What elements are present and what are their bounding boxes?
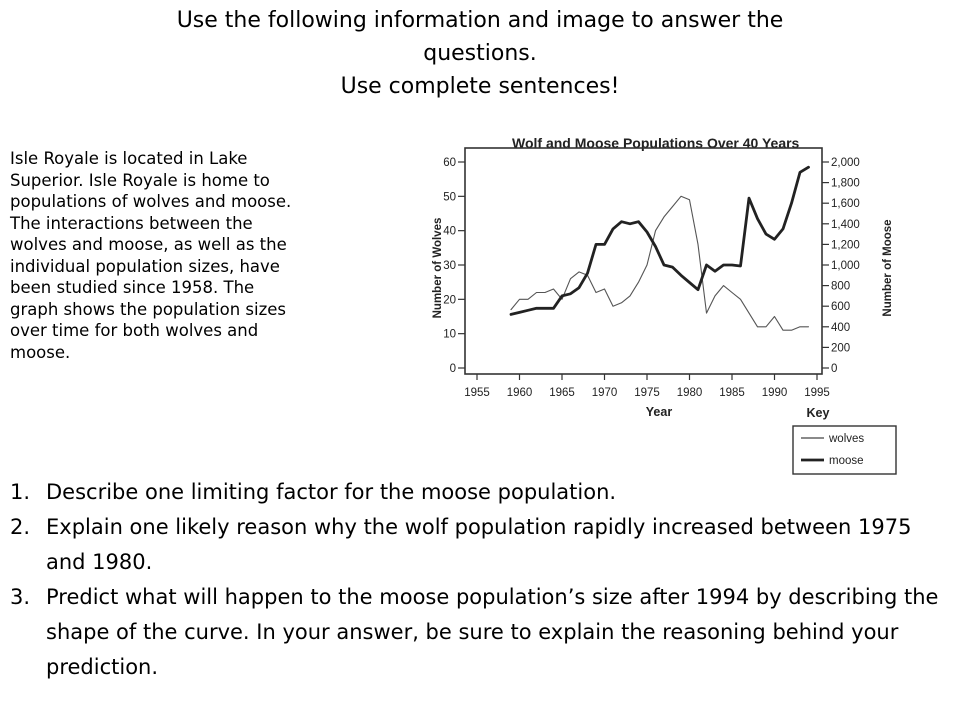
y-right-tick-label: 1,800 <box>831 177 860 190</box>
y-right-tick-label: 2,000 <box>831 157 860 169</box>
title-line: Use complete sentences! <box>340 74 620 99</box>
question-number: 3. <box>10 585 31 609</box>
legend-label-wolves: wolves <box>829 433 865 445</box>
y-right-tick-label: 1,400 <box>831 218 860 231</box>
y-right-tick-label: 200 <box>831 342 851 355</box>
y-right-label: Number of Moose <box>882 219 894 317</box>
question-text: Describe one limiting factor for the moose population. <box>46 480 617 504</box>
y-left-tick-label: 60 <box>443 157 456 169</box>
y-left-tick-label: 30 <box>443 260 456 272</box>
y-right-tick-label: 600 <box>831 301 851 314</box>
x-tick-label: 1980 <box>676 387 703 399</box>
x-tick-label: 1960 <box>506 387 533 399</box>
intro-paragraph: Isle Royale is located in Lake Superior. Isle Royale is home to populations of wolves and moose. The interactions between the wolves and moose, as well as the individual population sizes, have been studied since 1958. The graph shows the population sizes over time for both wolves and moose. <box>10 149 292 362</box>
x-tick-label: 1990 <box>761 387 788 399</box>
question-item <box>10 510 955 580</box>
y-right-tick-label: 1,600 <box>831 198 860 211</box>
x-tick-label: 1965 <box>549 387 575 399</box>
y-left-tick-label: 10 <box>443 328 456 341</box>
y-left-tick-label: 0 <box>449 363 456 375</box>
question-list <box>10 475 955 685</box>
y-right-tick-label: 1,200 <box>831 239 860 252</box>
y-left-tick-label: 20 <box>443 294 456 307</box>
y-left-label: Number of Wolves <box>432 217 444 319</box>
slide-title <box>60 4 900 103</box>
population-chart <box>425 126 945 488</box>
y-right-tick-label: 400 <box>831 321 851 334</box>
y-left-tick-label: 40 <box>443 225 456 238</box>
x-tick-label: 1955 <box>464 387 490 399</box>
y-right-tick-label: 800 <box>831 280 851 293</box>
question-number: 2. <box>10 515 31 539</box>
x-tick-label: 1970 <box>591 387 618 399</box>
legend-label-moose: moose <box>829 455 864 467</box>
question-item <box>10 475 955 510</box>
y-right-tick-label: 0 <box>831 363 838 375</box>
x-tick-label: 1985 <box>719 387 745 399</box>
chart-title: Wolf and Moose Populations Over 40 Years <box>512 135 800 151</box>
question-item <box>10 580 955 685</box>
title-line: questions. <box>423 41 537 66</box>
question-text: Explain one likely reason why the wolf population rapidly increased between 1975 and 1980. <box>46 515 912 574</box>
legend <box>793 426 896 474</box>
title-line: Use the following information and image to answer the <box>176 8 784 33</box>
question-number: 1. <box>10 480 31 504</box>
question-text: Predict what will happen to the moose population’s size after 1994 by describing the shape of the curve. In your answer, be sure to explain the reasoning behind your prediction. <box>46 585 939 679</box>
x-axis-label: Year <box>645 405 673 419</box>
x-tick-label: 1995 <box>804 387 830 399</box>
x-tick-label: 1975 <box>634 387 660 399</box>
y-right-tick-label: 1,000 <box>831 260 860 272</box>
y-left-tick-label: 50 <box>443 191 456 204</box>
legend-title: Key <box>806 406 830 420</box>
